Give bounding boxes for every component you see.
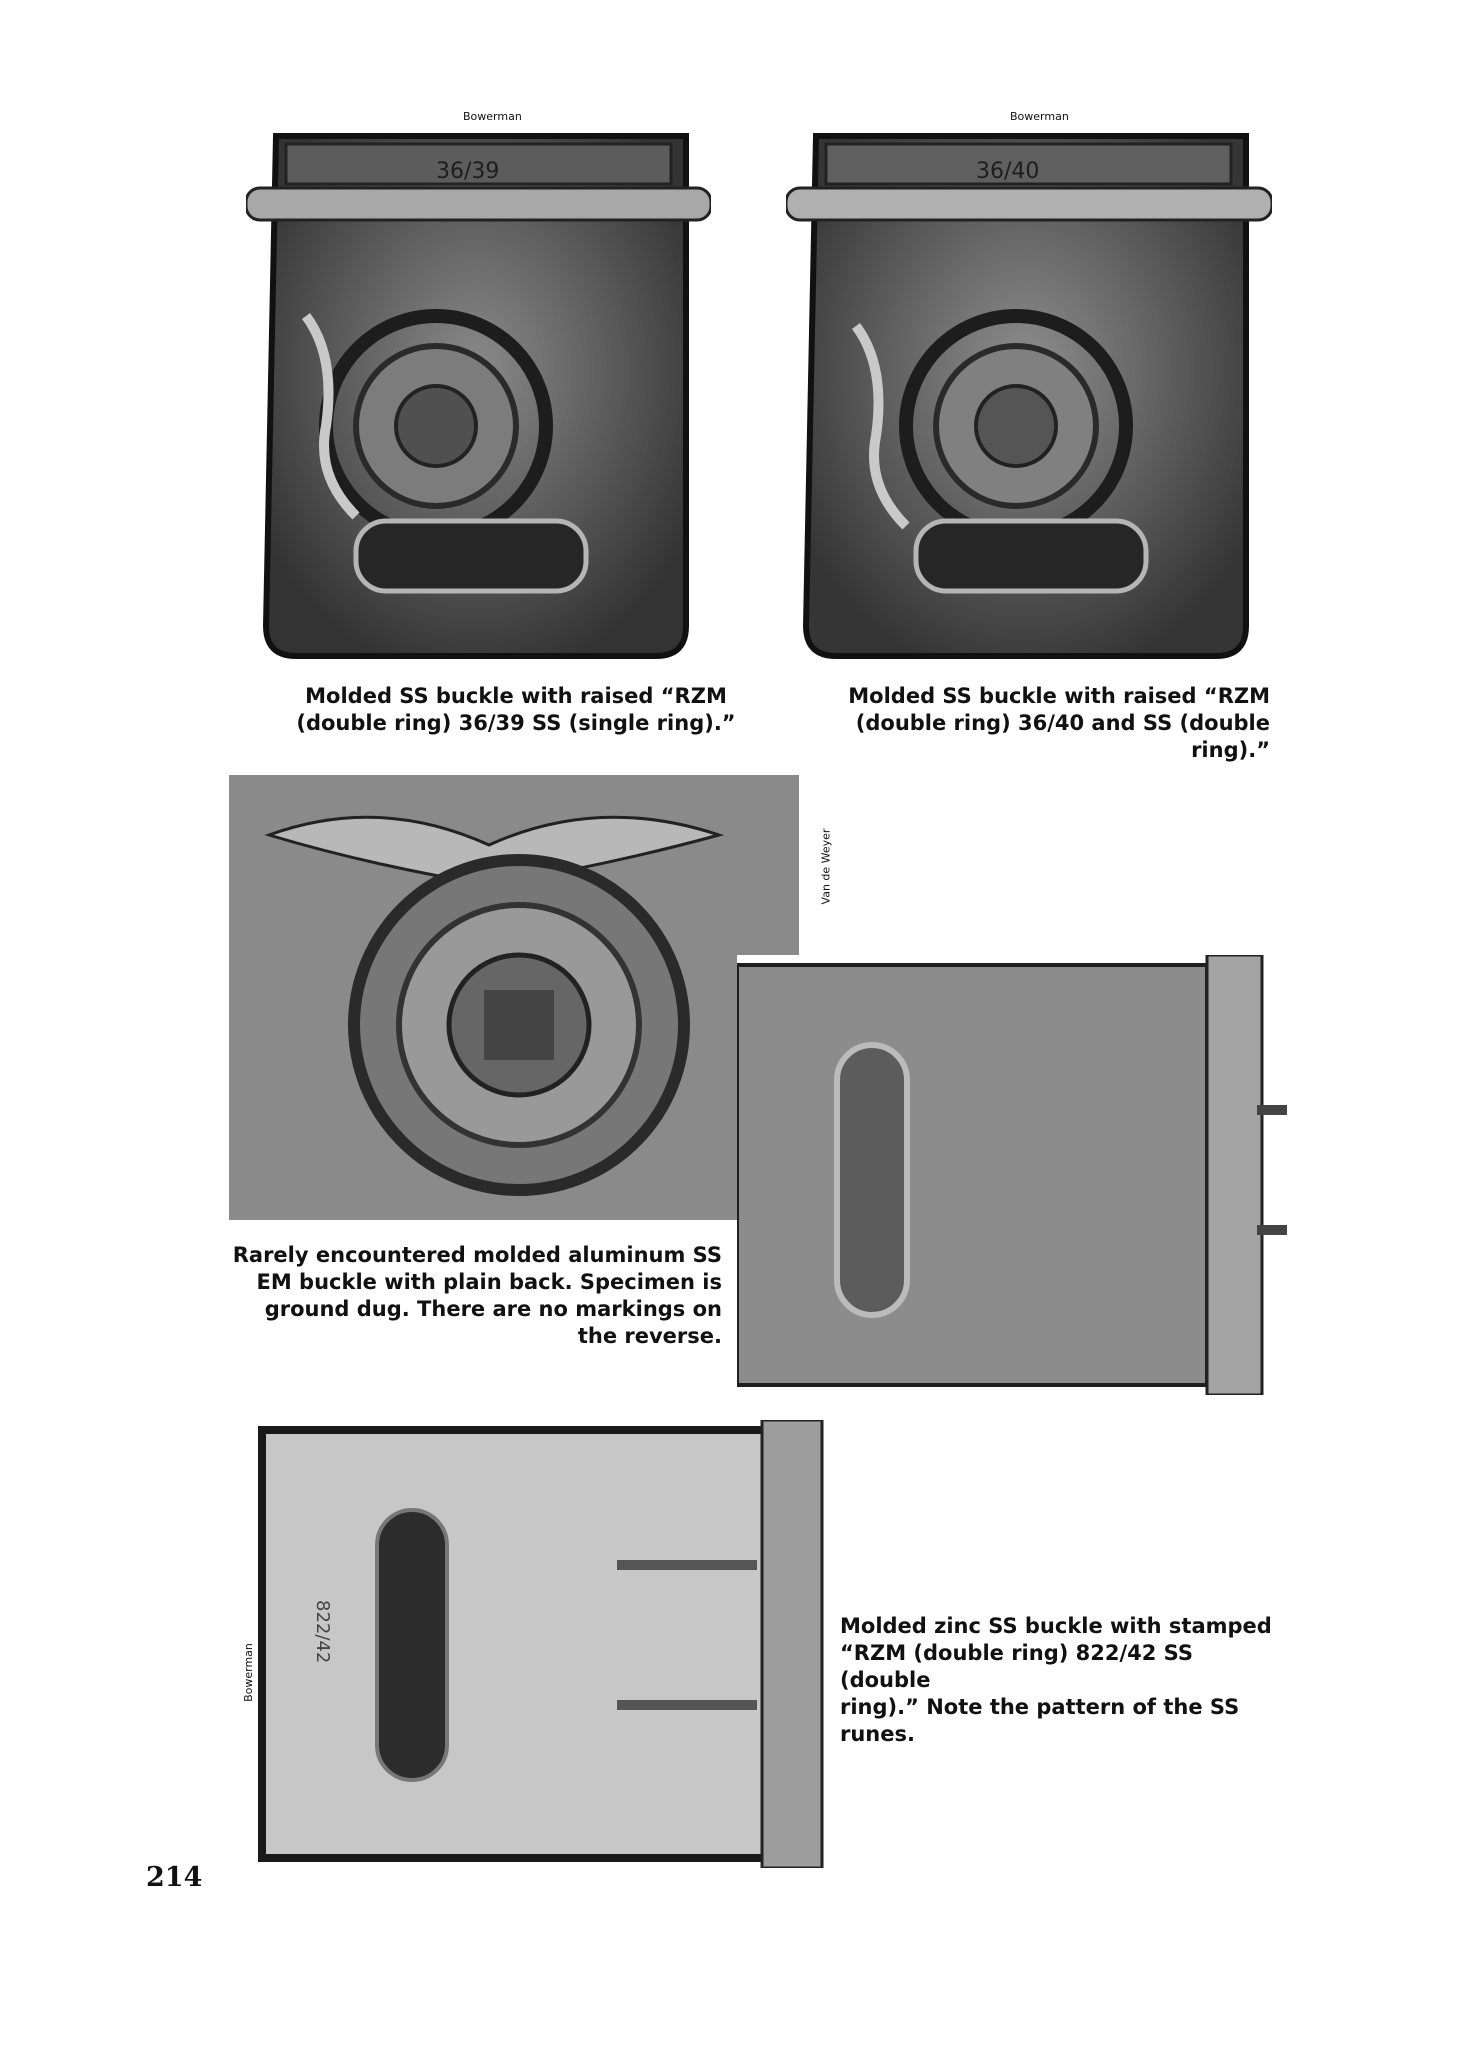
- caption-middle: Rarely encountered molded aluminum SS EM buckle with plain back. Specimen is ground dug. There are no markings on the reverse.: [232, 1243, 722, 1348]
- buckle-marking: 822/42: [312, 1600, 333, 1664]
- caption-top-left: Molded SS buckle with raised “RZM (double ring) 36/39 SS (single ring).”: [296, 684, 736, 735]
- buckle-zinc-image: [257, 1420, 837, 1868]
- buckle-marking: 36/39: [436, 159, 500, 184]
- buckle-photo-bottom: [257, 1420, 837, 1868]
- photo-credit-top-left: Bowerman: [463, 110, 522, 123]
- buckle-photo-front: [229, 775, 799, 1220]
- buckle-photo-back: [737, 955, 1289, 1395]
- page-number: 214: [146, 1862, 203, 1893]
- photo-credit-bottom: Bowerman: [241, 1643, 255, 1702]
- buckle-marking: 36/40: [976, 159, 1040, 184]
- caption-bottom: Molded zinc SS buckle with stamped “RZM (double ring) 822/42 SS (double ring).” Note the pattern of the SS runes.: [840, 1614, 1272, 1746]
- buckle-image-36-39: [246, 126, 711, 664]
- buckle-back-image: [737, 955, 1289, 1395]
- buckle-image-36-40: [786, 126, 1272, 664]
- buckle-photo-top-right: [786, 126, 1272, 664]
- photo-credit-middle: Van de Weyer: [819, 828, 833, 905]
- caption-top-right: Molded SS buckle with raised “RZM (double ring) 36/40 and SS (double ring).”: [848, 684, 1270, 762]
- buckle-photo-top-left: [246, 126, 711, 664]
- buckle-front-image: [229, 775, 799, 1220]
- photo-credit-top-right: Bowerman: [1010, 110, 1069, 123]
